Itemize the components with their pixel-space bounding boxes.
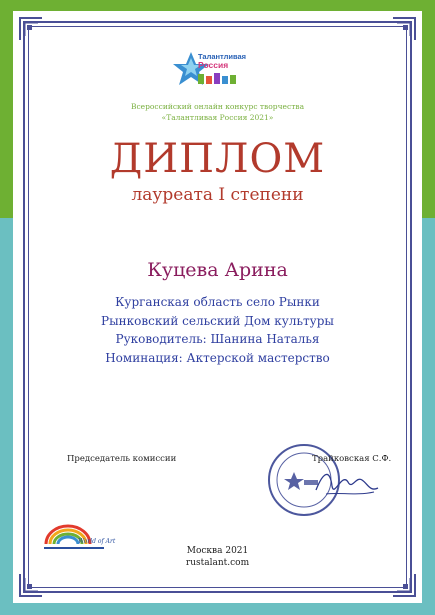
detail-location: Курганская область село Рынки [115, 295, 320, 309]
contest-subtitle [0, 101, 435, 123]
footer-city-year: Москва 2021 [186, 546, 249, 556]
recipient-details [0, 293, 435, 367]
logo-line-1: Талантливая [198, 52, 247, 61]
footer-website[interactable]: rustalant.com [185, 558, 250, 568]
contest-line-2: «Талантливая Россия 2021» [161, 113, 274, 122]
recipient-name: Куцева Арина [147, 259, 288, 281]
world-of-art-text: World of Art [78, 538, 116, 545]
signer-name: Трайковская С.Ф. [312, 454, 392, 464]
logo-text [198, 52, 246, 70]
detail-supervisor: Руководитель: Шанина Наталья [115, 332, 320, 346]
detail-institution: Рынковский сельский Дом культуры [101, 313, 334, 328]
corner-ornament-icon [391, 572, 417, 598]
diploma-title: ДИПЛОМ [109, 136, 326, 182]
corner-ornament-icon [18, 572, 44, 598]
corner-ornament-icon [391, 16, 417, 42]
logo-line-2: Россия [198, 60, 229, 70]
contest-line-1: Всероссийский онлайн конкурс творчества [130, 102, 305, 111]
chairman-label: Председатель комиссии [67, 454, 177, 464]
corner-ornament-icon [18, 16, 44, 42]
detail-nomination: Номинация: Актерской мастерство [105, 350, 330, 365]
handwritten-signature-icon [312, 462, 382, 502]
footer [0, 545, 435, 569]
diploma-degree: лауреата I степени [131, 185, 304, 205]
